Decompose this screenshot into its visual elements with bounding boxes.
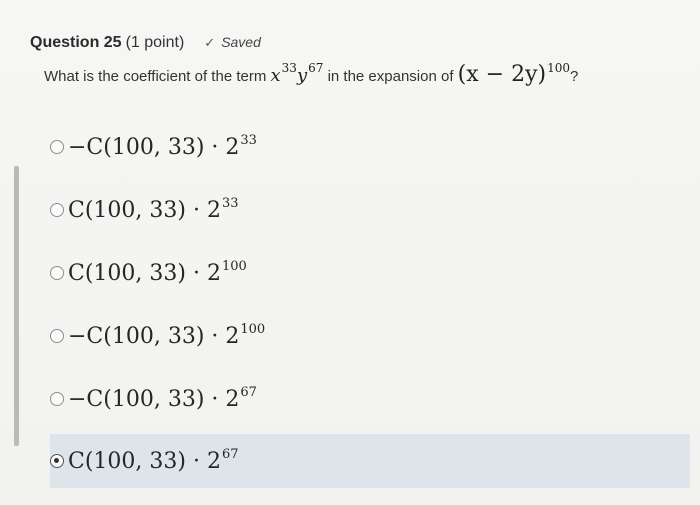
option-label xyxy=(68,384,257,412)
term-x-exponent: 33 xyxy=(281,61,297,75)
term-x: x xyxy=(270,65,281,86)
option-text: C(100, 33) · 2 xyxy=(68,260,221,286)
prompt-suffix: ? xyxy=(570,68,579,85)
expansion-expression xyxy=(458,62,570,87)
answer-option-3[interactable] xyxy=(50,246,690,300)
option-exponent: 33 xyxy=(221,195,239,211)
saved-label: Saved xyxy=(221,34,261,50)
question-title: Question 25 xyxy=(30,34,122,51)
answer-option-1[interactable] xyxy=(50,120,690,174)
option-label xyxy=(68,446,239,474)
option-exponent: 33 xyxy=(240,132,257,148)
radio-button-selected[interactable] xyxy=(50,454,64,468)
answer-option-4[interactable] xyxy=(50,309,690,363)
question-points: (1 point) xyxy=(125,34,185,51)
term-y-exponent: 67 xyxy=(308,61,324,75)
answer-option-2[interactable] xyxy=(50,183,690,237)
answer-option-5[interactable] xyxy=(50,372,690,426)
option-exponent: 100 xyxy=(221,258,247,274)
option-text: −C(100, 33) · 2 xyxy=(68,134,240,160)
prompt-middle: in the expansion of xyxy=(327,68,454,85)
expression-exponent: 100 xyxy=(547,61,570,75)
radio-button[interactable] xyxy=(50,203,64,217)
option-label xyxy=(68,258,247,286)
option-text: C(100, 33) · 2 xyxy=(68,197,221,223)
option-text: C(100, 33) · 2 xyxy=(68,448,221,474)
option-label xyxy=(68,195,239,223)
question-prompt xyxy=(44,62,684,87)
option-label xyxy=(68,321,266,349)
prompt-prefix: What is the coefficient of the term xyxy=(44,68,267,85)
option-exponent: 100 xyxy=(240,321,266,337)
answer-option-6[interactable] xyxy=(50,434,690,488)
radio-button[interactable] xyxy=(50,140,64,154)
saved-status xyxy=(204,34,261,51)
radio-button[interactable] xyxy=(50,266,64,280)
term-math xyxy=(270,61,324,86)
option-text: −C(100, 33) · 2 xyxy=(68,323,240,349)
check-icon: ✓ xyxy=(204,35,216,50)
question-header xyxy=(30,34,261,52)
expression-body: (x − 2y) xyxy=(457,62,547,87)
scroll-indicator xyxy=(14,166,19,446)
option-exponent: 67 xyxy=(221,446,239,462)
option-exponent: 67 xyxy=(240,384,257,400)
term-y: y xyxy=(296,65,308,86)
option-label xyxy=(68,132,257,160)
radio-button[interactable] xyxy=(50,329,64,343)
option-text: −C(100, 33) · 2 xyxy=(68,386,240,412)
radio-button[interactable] xyxy=(50,392,64,406)
